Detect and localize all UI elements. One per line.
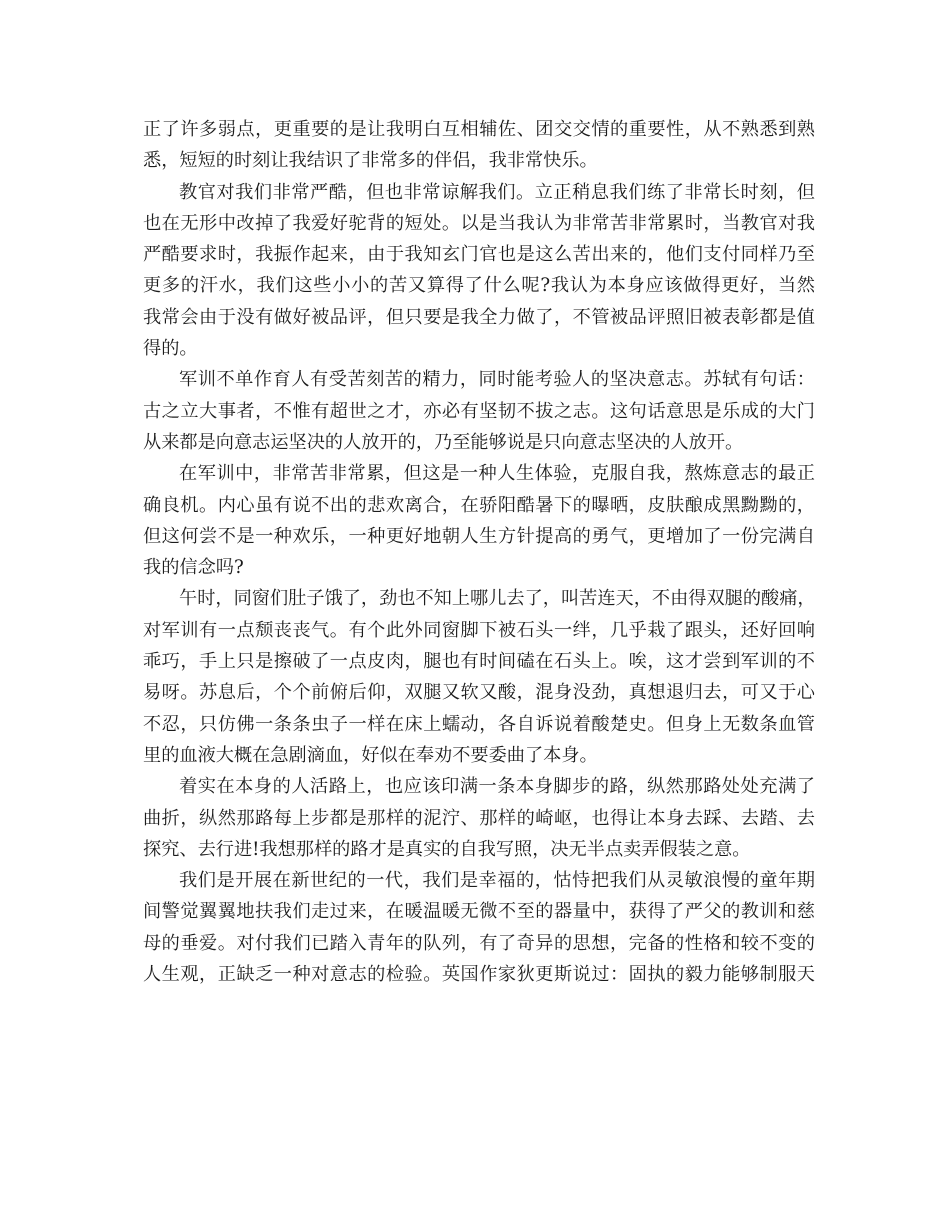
text-line: 得的。: [143, 338, 198, 360]
text-line: 探究、去行进!我想那样的路才是真实的自我写照，决无半点卖弄假装之意。: [143, 838, 751, 860]
text-line: 我的信念吗?: [143, 557, 244, 579]
text-line: 教官对我们非常严酷，但也非常谅解我们。立正稍息我们练了非常长时刻，但: [179, 181, 815, 203]
paragraph-7: [143, 865, 815, 990]
text-line: 但这何尝不是一种欢乐，一种更好地朝人生方针提高的勇气，更增加了一份完满自: [143, 525, 815, 547]
text-line: 午时，同窗们肚子饿了，劲也不知上哪儿去了，叫苦连天，不由得双腿的酸痛，: [179, 588, 816, 610]
text-line: 母的垂爱。对付我们已踏入青年的队列，有了奇异的思想，完备的性格和较不变的: [143, 932, 815, 954]
paragraph-5: [143, 583, 815, 771]
text-line: 曲折，纵然那路每上步都是那样的泥泞、那样的崎岖，也得让本身去踩、去踏、去: [143, 807, 815, 829]
text-line: 对军训有一点颓丧丧气。有个此外同窗脚下被石头一绊，几乎栽了跟头，还好回响: [143, 619, 815, 641]
text-line: 人生观，正缺乏一种对意志的检验。英国作家狄更斯说过：固执的毅力能够制服天: [143, 964, 815, 986]
text-line: 也在无形中改掉了我爱好驼背的短处。以是当我认为非常苦非常累时，当教官对我: [143, 212, 815, 234]
text-line: 在军训中，非常苦非常累，但这是一种人生体验，克服自我，熬炼意志的最正: [179, 463, 815, 485]
text-line: 乖巧，手上只是擦破了一点皮肉，腿也有时间磕在石头上。唉，这才尝到军训的不: [143, 651, 815, 673]
text-line: 易呀。苏息后，个个前俯后仰，双腿又软又酸，混身没劲，真想退归去，可又于心: [143, 682, 815, 704]
text-line: 间警觉翼翼地扶我们走过来，在暖温暖无微不至的器量中，获得了严父的教训和慈: [143, 901, 815, 923]
text-line: 正了许多弱点，更重要的是让我明白互相辅佐、团交交情的重要性，从不熟悉到熟: [143, 119, 815, 140]
text-line: 不忍，只仿佛一条条虫子一样在床上蠕动，各自诉说着酸楚史。但身上无数条血管: [143, 713, 815, 735]
paragraph-4: [143, 458, 815, 583]
text-line: 更多的汗水，我们这些小小的苦又算得了什么呢?我认为本身应该做得更好，当然: [143, 275, 815, 297]
text-line: 军训不单作育人有受苦刻苦的精力，同时能考验人的坚决意志。苏轼有句话：: [179, 369, 815, 391]
text-line: 我常会由于没有做好被品评，但只要是我全力做了，不管被品评照旧被表彰都是值: [143, 306, 815, 328]
text-line: 里的血液大概在急剧滴血，好似在奉劝不要委曲了本身。: [143, 744, 598, 766]
document-body: [143, 114, 815, 990]
paragraph-3: [143, 364, 815, 458]
paragraph-6: [143, 771, 815, 865]
paragraph-2: [143, 177, 815, 365]
text-line: 确良机。内心虽有说不出的悲欢离合，在骄阳酷暑下的曝晒，皮肤酿成黑黝黝的，: [143, 494, 815, 516]
text-line: 着实在本身的人活路上，也应该印满一条本身脚步的路，纵然那路处处充满了: [179, 776, 815, 798]
text-line: 悉，短短的时刻让我结识了非常多的伴侣，我非常快乐。: [143, 150, 598, 172]
text-line: 从来都是向意志运坚决的人放开的，乃至能够说是只向意志坚决的人放开。: [143, 431, 744, 453]
paragraph-1: [143, 114, 815, 177]
text-line: 古之立大事者，不惟有超世之才，亦必有坚韧不拔之志。这句话意思是乐成的大门: [143, 400, 815, 422]
text-line: 我们是开展在新世纪的一代，我们是幸福的，怙恃把我们从灵敏浪慢的童年期: [179, 870, 815, 892]
text-line: 严酷要求时，我振作起来，由于我知玄门官也是这么苦出来的，他们支付同样乃至: [143, 244, 815, 266]
